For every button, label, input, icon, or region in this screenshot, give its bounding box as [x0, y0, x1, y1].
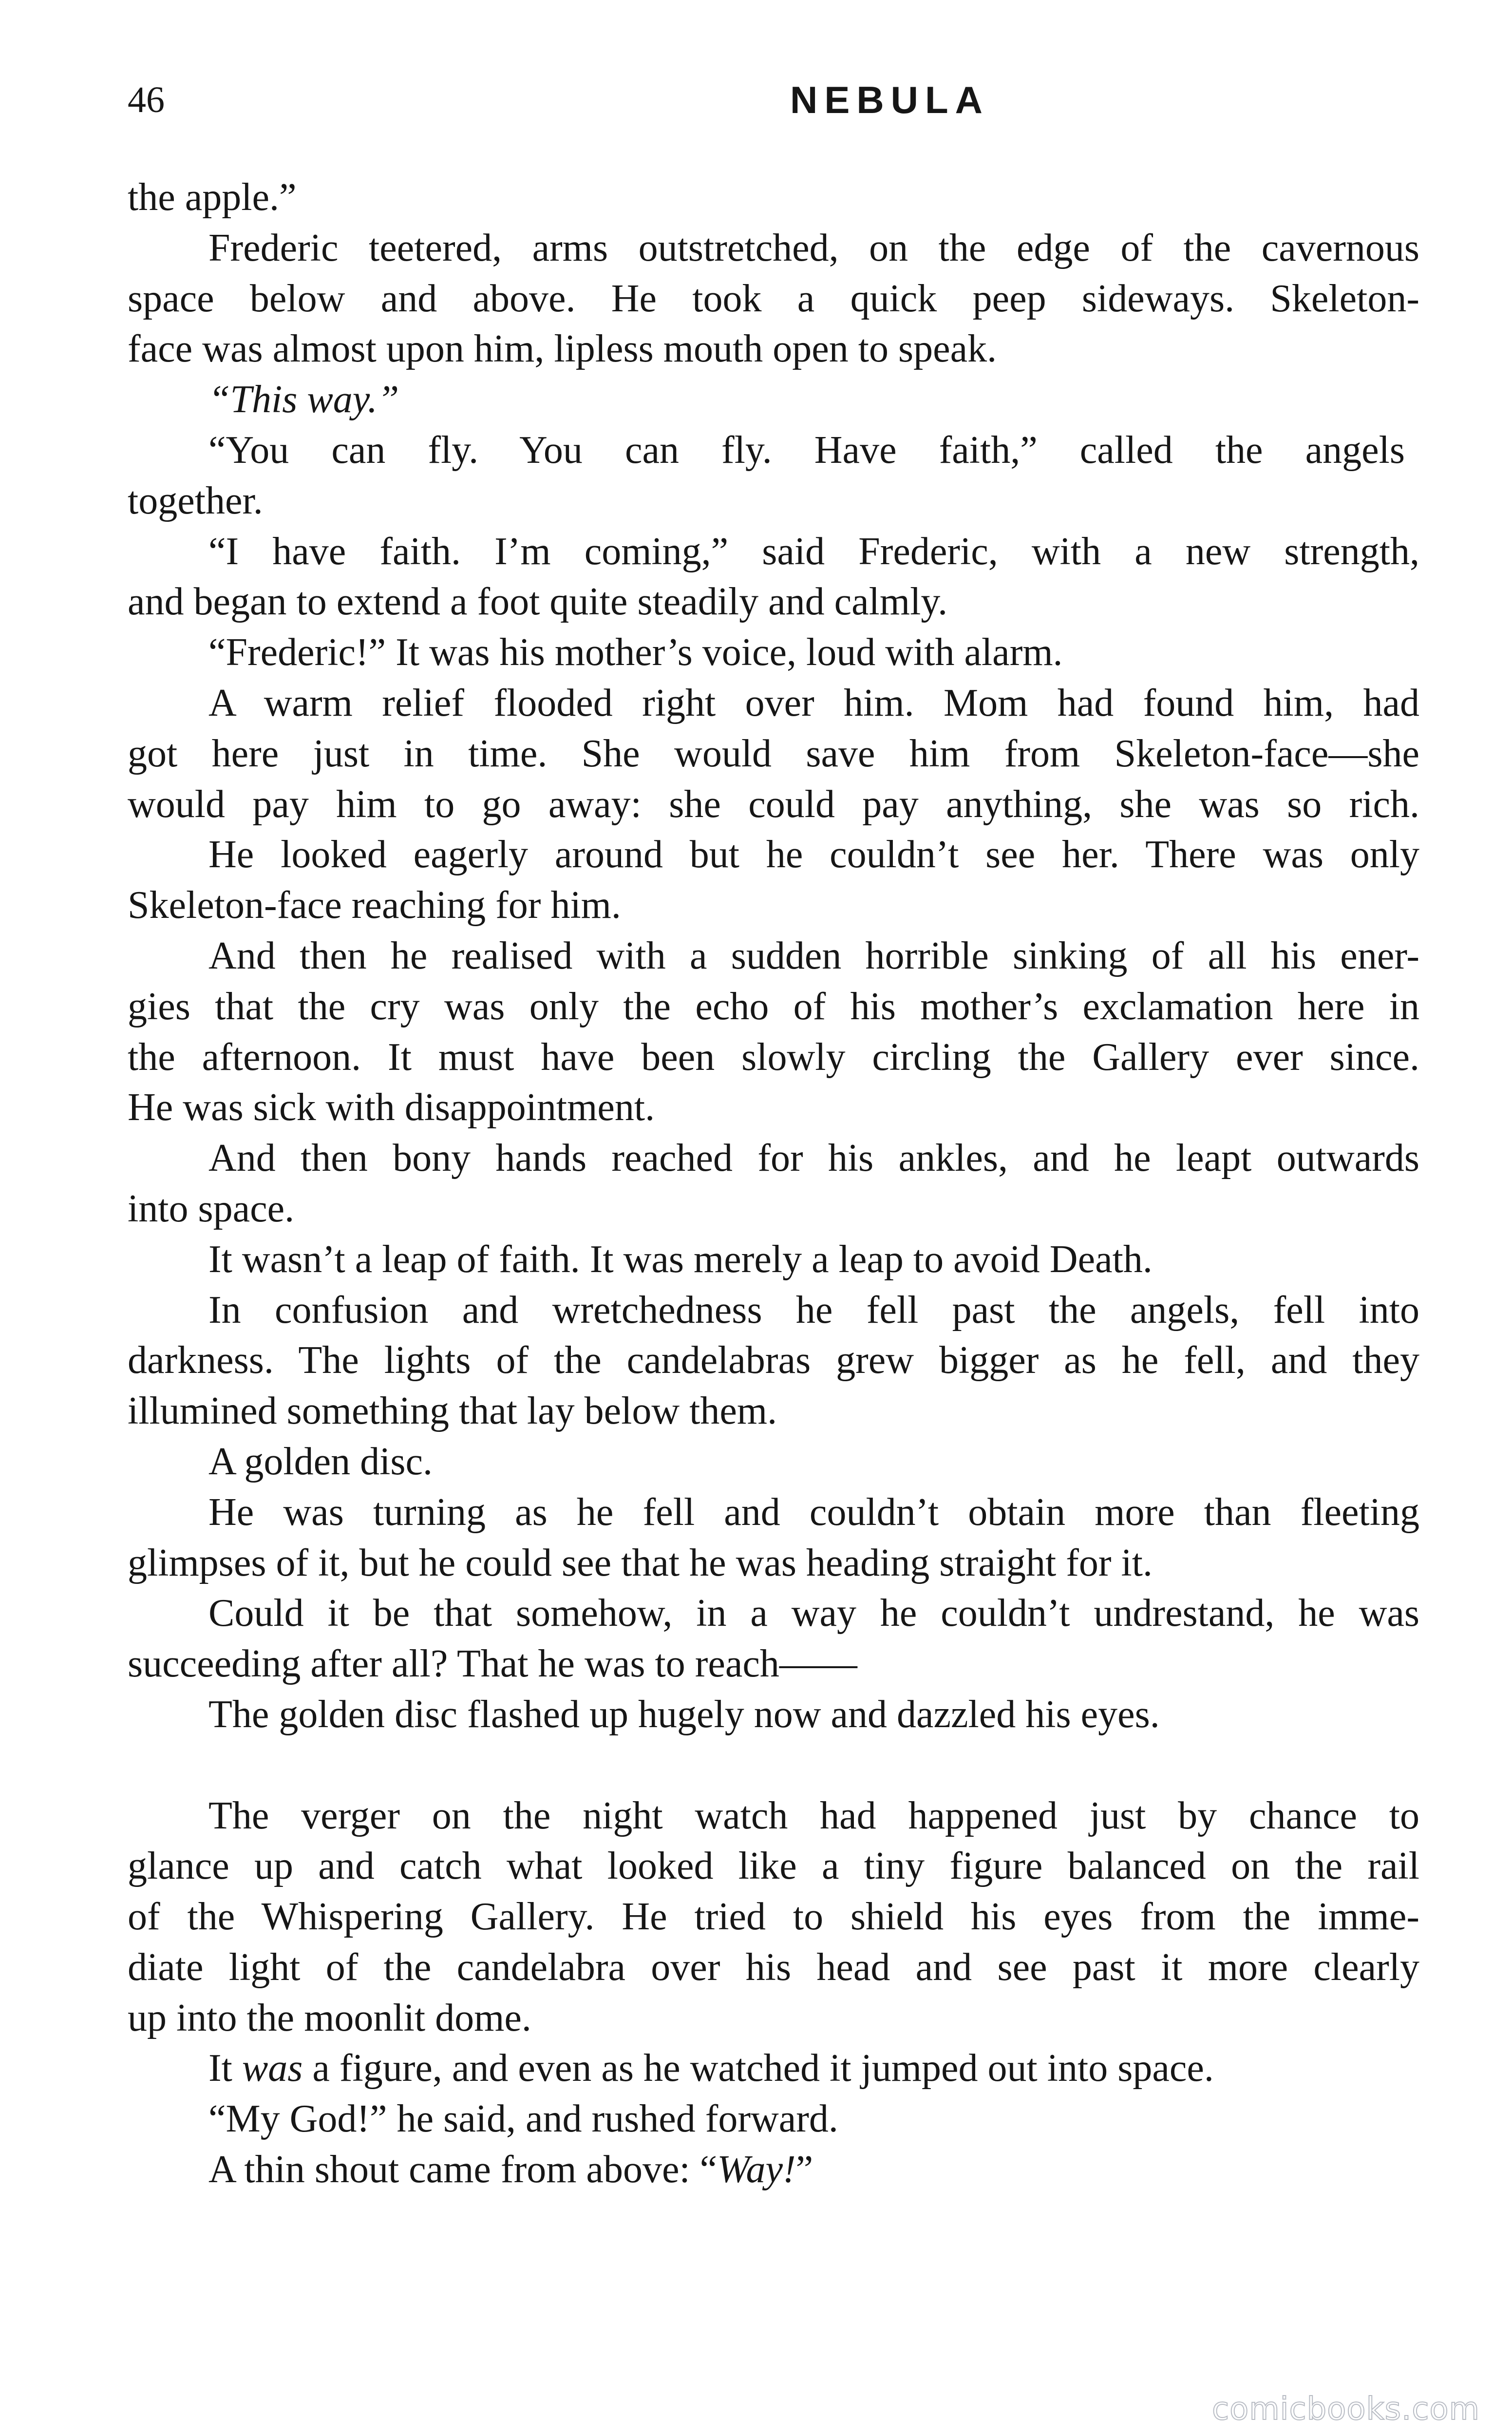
text-run: ” — [795, 2148, 813, 2191]
story-text — [128, 172, 1419, 2195]
running-title: NEBULA — [790, 78, 989, 121]
text-line: into space. — [128, 1187, 295, 1230]
text-line: the apple.” — [128, 176, 297, 219]
text-line: He looked eagerly around but he couldn’t see her. There was only — [208, 833, 1419, 876]
text-line: of the Whispering Gallery. He tried to shield his eyes from the imme- — [128, 1895, 1419, 1939]
text-line: glance up and catch what looked like a tiny figure balanced on the rail — [128, 1845, 1419, 1888]
text-line: “This way.” — [208, 378, 399, 421]
text-line: would pay him to go away: she could pay anything, she was so rich. — [128, 782, 1419, 826]
text-line: face was almost upon him, lipless mouth open to speak. — [128, 327, 997, 371]
text-line: He was sick with disappointment. — [128, 1086, 655, 1129]
text-line: Skeleton-face reaching for him. — [128, 884, 621, 927]
text-line: And then bony hands reached for his ankles, and he leapt outwards — [208, 1137, 1419, 1180]
text-line: In confusion and wretchedness he fell past the angels, fell into — [208, 1288, 1419, 1332]
page-header — [128, 73, 1418, 132]
text-line — [128, 2145, 1419, 2195]
text-line: A golden disc. — [208, 1440, 433, 1483]
section-break — [128, 1740, 1419, 1791]
text-line: got here just in time. She would save him from Skeleton-face—she — [128, 732, 1419, 775]
text-line: space below and above. He took a quick peep sideways. Skeleton- — [128, 277, 1419, 320]
text-line: together. — [128, 479, 263, 522]
text-line: A warm relief flooded right over him. Mom had found him, had — [208, 681, 1419, 724]
watermark-logo: comicbooks.com — [1211, 2391, 1480, 2427]
text-line: The golden disc flashed up hugely now and dazzled his eyes. — [208, 1693, 1160, 1736]
text-line: and began to extend a foot quite steadily and calmly. — [128, 580, 948, 624]
text-line: gies that the cry was only the echo of his mother’s exclamation here in — [128, 985, 1419, 1028]
text-line: darkness. The lights of the candelabras grew bigger as he fell, and they — [128, 1339, 1419, 1382]
text-line: glimpses of it, but he could see that he was heading straight for it. — [128, 1541, 1153, 1584]
text-line: succeeding after all? That he was to reach—— — [128, 1642, 857, 1686]
italic-word: was — [242, 2047, 303, 2090]
text-line: He was turning as he fell and couldn’t obtain more than fleeting — [208, 1490, 1419, 1534]
text-run: It — [208, 2047, 242, 2090]
text-line — [128, 2043, 1419, 2094]
text-line: Could it be that somehow, in a way he couldn’t undrestand, he was — [208, 1592, 1419, 1635]
text-line: illumined something that lay below them. — [128, 1389, 777, 1433]
text-line: And then he realised with a sudden horrible sinking of all his ener- — [208, 934, 1419, 977]
text-line: “I have faith. I’m coming,” said Frederic, with a new strength, — [208, 530, 1419, 573]
text-line: Frederic teetered, arms outstretched, on the edge of the cavernous — [208, 226, 1419, 269]
page-number: 46 — [128, 79, 165, 120]
text-line: “My God!” he said, and rushed forward. — [208, 2097, 838, 2141]
text-line: It wasn’t a leap of faith. It was merely a leap to avoid Death. — [208, 1237, 1153, 1281]
text-line: diate light of the candelabra over his head and see past it more clearly — [128, 1945, 1419, 1989]
text-line: up into the moonlit dome. — [128, 1996, 531, 2039]
text-line: The verger on the night watch had happened just by chance to — [208, 1794, 1419, 1837]
text-run: A thin shout came from above: “ — [208, 2148, 718, 2191]
text-run: a figure, and even as he watched it jumped out into space. — [302, 2047, 1214, 2090]
text-line: “You can fly. You can fly. Have faith,” called the angels — [208, 428, 1405, 472]
text-line: “Frederic!” It was his mother’s voice, loud with alarm. — [208, 631, 1063, 674]
text-line: the afternoon. It must have been slowly circling the Gallery ever since. — [128, 1035, 1419, 1079]
italic-word: Way! — [717, 2148, 796, 2191]
